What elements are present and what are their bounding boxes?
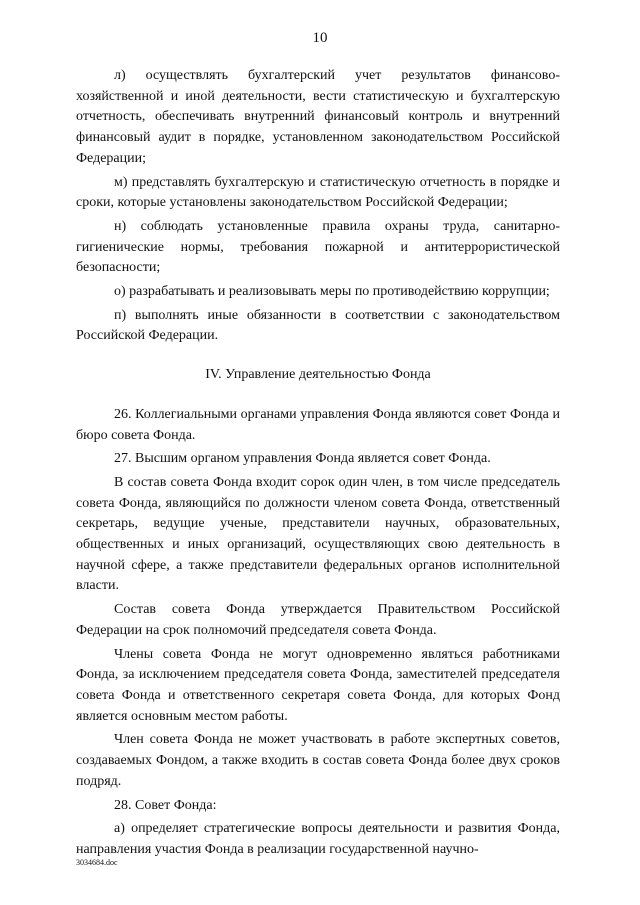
paragraph-p: п) выполнять иные обязанности в соответствии с законодательством Российской Федерации. bbox=[76, 307, 560, 344]
paragraph-26: 26. Коллегиальными органами управления Фонда являются совет Фонда и бюро совета Фонда. bbox=[76, 406, 560, 443]
file-name-footer: 3034684.doc bbox=[76, 858, 118, 867]
document-body bbox=[76, 66, 560, 861]
paragraph-a: а) определяет стратегические вопросы деятельности и развития Фонда, направления участия Фонда в реализации государственной научно- bbox=[76, 821, 560, 857]
paragraph-council-terms: Член совета Фонда не может участвовать в работе экспертных советов, создаваемых Фондом, а также входить в состав совета Фонда более двух сроков подряд. bbox=[76, 732, 560, 789]
section-heading: IV. Управление деятельностью Фонда bbox=[205, 367, 431, 383]
paragraph-m: м) представлять бухгалтерскую и статистическую отчетность в порядке и сроки, которые установлены законодательством Российской Федерации; bbox=[76, 174, 560, 211]
paragraph-27: 27. Высшим органом управления Фонда является совет Фонда. bbox=[114, 451, 491, 467]
paragraph-council-composition: В состав совета Фонда входит сорок один член, в том числе председатель совета Фонда, являющийся по должности членом совета Фонда, ответственный секретарь, ведущие ученые, представители научных, образовательных, общественных и иных организаций, осуществляющих свою деятельность в научной сфере, а также представители федеральных органов исполнительной власти. bbox=[76, 474, 560, 594]
page-number: 10 bbox=[312, 30, 328, 46]
paragraph-o: о) разрабатывать и реализовывать меры по противодействию коррупции; bbox=[114, 284, 550, 300]
paragraph-28: 28. Совет Фонда: bbox=[114, 797, 217, 813]
paragraph-council-approval: Состав совета Фонда утверждается Правительством Российской Федерации на срок полномочий председателя совета Фонда. bbox=[76, 602, 560, 638]
paragraph-council-members: Члены совета Фонда не могут одновременно являться работниками Фонда, за исключением председателя совета Фонда, заместителей председателя совета Фонда и ответственного секретаря совета Фонда, для которых Фонд является основным местом работы. bbox=[76, 646, 560, 724]
paragraph-n: н) соблюдать установленные правила охраны труда, санитарно-гигиенические нормы, требования пожарной и антитеррористической безопасности; bbox=[76, 218, 560, 276]
paragraph-l: л) осуществлять бухгалтерский учет результатов финансово-хозяйственной и иной деятельности, вести статистическую и бухгалтерскую отчетность, обеспечивать внутренний финансовый контроль и внутренний финансовый аудит в порядке, установленном законодательством Российской Федерации; bbox=[76, 68, 560, 166]
